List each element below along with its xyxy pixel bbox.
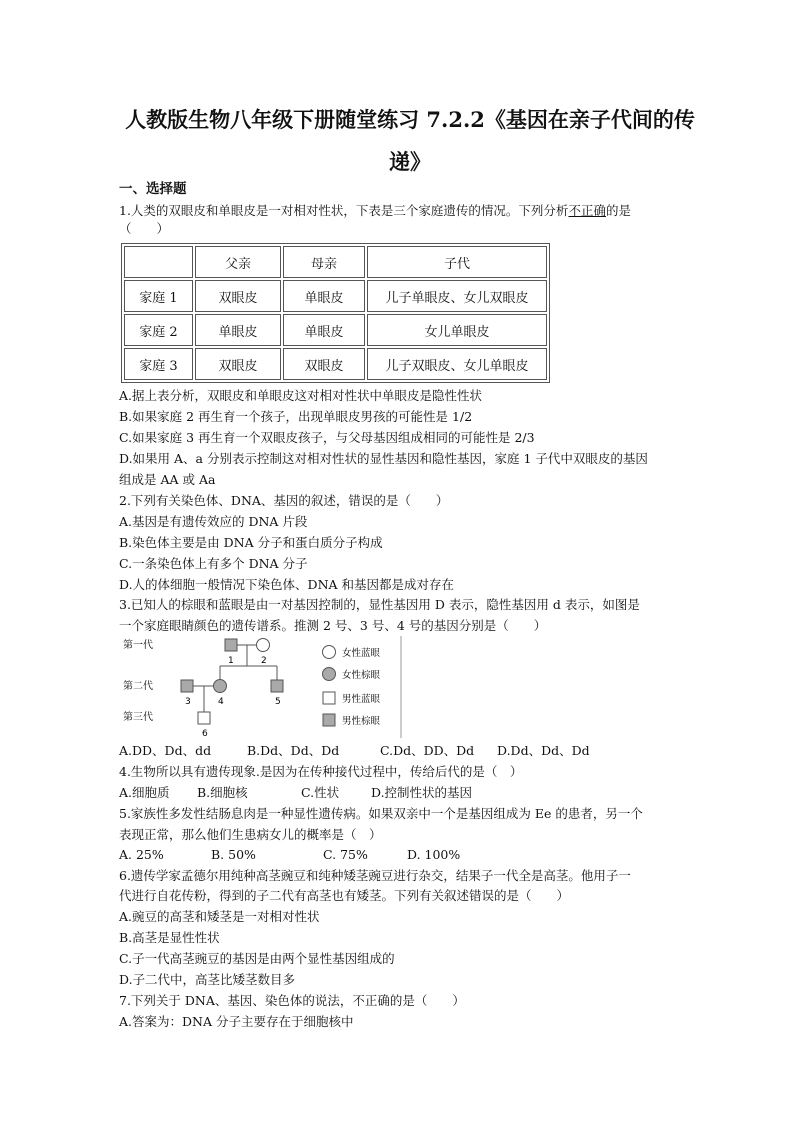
legend-male-brown-icon (323, 714, 335, 726)
table-cell: 儿子双眼皮、女儿单眼皮 (367, 348, 547, 380)
q5-option-a: A. 25% (119, 847, 164, 862)
person-2-female-blue (257, 639, 270, 652)
q1-stem (119, 202, 631, 219)
q4-option-b: B.细胞核 (197, 785, 248, 800)
q1-option-c: C.如果家庭 3 再生育一个双眼皮孩子，与父母基因组成相同的可能性是 2/3 (119, 430, 535, 445)
q5-stem-line1: 5.家族性多发性结肠息肉是一种显性遗传病。如果双亲中一个是基因组成为 Ee 的患者，另一个 (119, 806, 643, 821)
q4-stem: 4.生物所以具有遗传现象.是因为在传种接代过程中，传给后代的是（ ） (119, 764, 523, 779)
table-cell: 双眼皮 (283, 348, 365, 380)
q5-option-b: B. 50% (211, 847, 256, 862)
section-heading: 一、选择题 (119, 181, 187, 197)
gen-label-2: 第二代 (123, 681, 153, 692)
q7-stem: 7.下列关于 DNA、基因、染色体的说法，不正确的是（ ） (119, 993, 465, 1008)
table-cell: 家庭 1 (124, 280, 193, 312)
table-row (124, 314, 547, 346)
number-1: 1 (228, 656, 234, 666)
table-header-cell: 父亲 (195, 246, 281, 278)
legend-female-brown: 女性棕眼 (342, 670, 381, 681)
q5-stem-line2: 表现正常，那么他们生患病女儿的概率是（ ） (119, 827, 382, 842)
document-title-line1: 人教版生物八年级下册随堂练习 7.2.2《基因在亲子代间的传 (125, 107, 695, 132)
person-4-female-brown (214, 680, 227, 693)
q3-stem-line2: 一个家庭眼睛颜色的遗传谱系。推测 2 号、3 号、4 号的基因分别是（ ） (119, 618, 547, 633)
table-row (124, 280, 547, 312)
q5-option-d: D. 100% (407, 847, 461, 862)
q2-option-d: D.人的体细胞一般情况下染色体、DNA 和基因都是成对存在 (119, 577, 455, 592)
q1-option-d-cont: 组成是 AA 或 Aa (119, 472, 216, 487)
number-6: 6 (202, 729, 208, 739)
table-row (124, 348, 547, 380)
number-2: 2 (261, 656, 267, 666)
q4-option-a: A.细胞质 (119, 785, 170, 800)
person-1-male-brown (225, 639, 237, 651)
number-4: 4 (218, 697, 224, 707)
q1-stem-before: 1.人类的双眼皮和单眼皮是一对相对性状，下表是三个家庭遗传的情况。下列分析 (119, 203, 569, 218)
q5-option-c: C. 75% (323, 847, 368, 862)
legend-female-blue: 女性蓝眼 (342, 648, 381, 659)
table-header-cell: 子代 (367, 246, 547, 278)
q4-option-c: C.性状 (301, 785, 340, 800)
pedigree-diagram (119, 634, 403, 740)
table-cell: 双眼皮 (195, 280, 281, 312)
person-6-male-blue (198, 712, 210, 724)
table-header-cell: 母亲 (283, 246, 365, 278)
table-cell: 儿子单眼皮、女儿双眼皮 (367, 280, 547, 312)
legend-male-blue: 男性蓝眼 (342, 694, 381, 705)
q3-option-c: C.Dd、DD、Dd (380, 743, 475, 758)
person-3-male-brown (181, 680, 193, 692)
q6-stem-line2: 代进行自花传粉，得到的子二代有高茎也有矮茎。下列有关叙述错误的是（ ） (119, 888, 570, 903)
q1-family-table (121, 243, 550, 383)
q3-option-d: D.Dd、Dd、Dd (497, 743, 590, 758)
q1-stem-underlined: 不正确 (568, 203, 606, 218)
number-3: 3 (185, 697, 191, 707)
q2-option-a: A.基因是有遗传效应的 DNA 片段 (119, 514, 308, 529)
q6-option-b: B.高茎是显性性状 (119, 930, 220, 945)
q1-option-d: D.如果用 A、a 分别表示控制这对相对性状的显性基因和隐性基因，家庭 1 子代中双眼皮的基因 (119, 451, 648, 466)
table-cell: 单眼皮 (195, 314, 281, 346)
person-5-male-brown (271, 680, 283, 692)
q4-option-d: D.控制性状的基因 (371, 785, 473, 800)
q6-stem-line1: 6.遗传学家孟德尔用纯种高茎豌豆和纯种矮茎豌豆进行杂交，结果子一代全是高茎。他用子一 (119, 868, 631, 883)
gen-label-3: 第三代 (123, 712, 153, 723)
q3-stem-line1: 3.已知人的棕眼和蓝眼是由一对基因控制的，显性基因用 D 表示，隐性基因用 d 表示，如图是 (119, 597, 640, 612)
gen-label-1: 第一代 (123, 640, 153, 651)
q1-option-b: B.如果家庭 2 再生育一个孩子，出现单眼皮男孩的可能性是 1/2 (119, 409, 473, 424)
legend-female-brown-icon (323, 668, 336, 681)
table-header-cell (124, 246, 193, 278)
q7-option-a: A.答案为：DNA 分子主要存在于细胞核中 (119, 1014, 354, 1029)
q2-option-c: C.一条染色体上有多个 DNA 分子 (119, 556, 308, 571)
q6-option-a: A.豌豆的高茎和矮茎是一对相对性状 (119, 909, 320, 924)
q2-stem: 2.下列有关染色体、DNA、基因的叙述，错误的是（ ） (119, 493, 449, 508)
table-cell: 家庭 2 (124, 314, 193, 346)
q3-option-b: B.Dd、Dd、Dd (247, 743, 340, 758)
table-header-row (124, 246, 547, 278)
q1-answer-paren: （ ） (119, 221, 170, 236)
q3-option-a: A.DD、Dd、dd (119, 743, 212, 758)
legend-female-blue-icon (323, 646, 336, 659)
q6-option-d: D.子二代中，高茎比矮茎数目多 (119, 972, 296, 987)
table-cell: 女儿单眼皮 (367, 314, 547, 346)
legend-male-blue-icon (323, 692, 335, 704)
q2-option-b: B.染色体主要是由 DNA 分子和蛋白质分子构成 (119, 535, 383, 550)
q6-option-c: C.子一代高茎豌豆的基因是由两个显性基因组成的 (119, 951, 395, 966)
number-5: 5 (275, 697, 281, 707)
table-cell: 单眼皮 (283, 314, 365, 346)
document-title-line2: 递》 (389, 149, 431, 174)
q1-option-a: A.据上表分析，双眼皮和单眼皮这对相对性状中单眼皮是隐性性状 (119, 388, 483, 403)
table-cell: 双眼皮 (195, 348, 281, 380)
q1-stem-after: 的是 (605, 203, 631, 218)
legend-male-brown: 男性棕眼 (342, 716, 381, 727)
table-cell: 家庭 3 (124, 348, 193, 380)
table-cell: 单眼皮 (283, 280, 365, 312)
